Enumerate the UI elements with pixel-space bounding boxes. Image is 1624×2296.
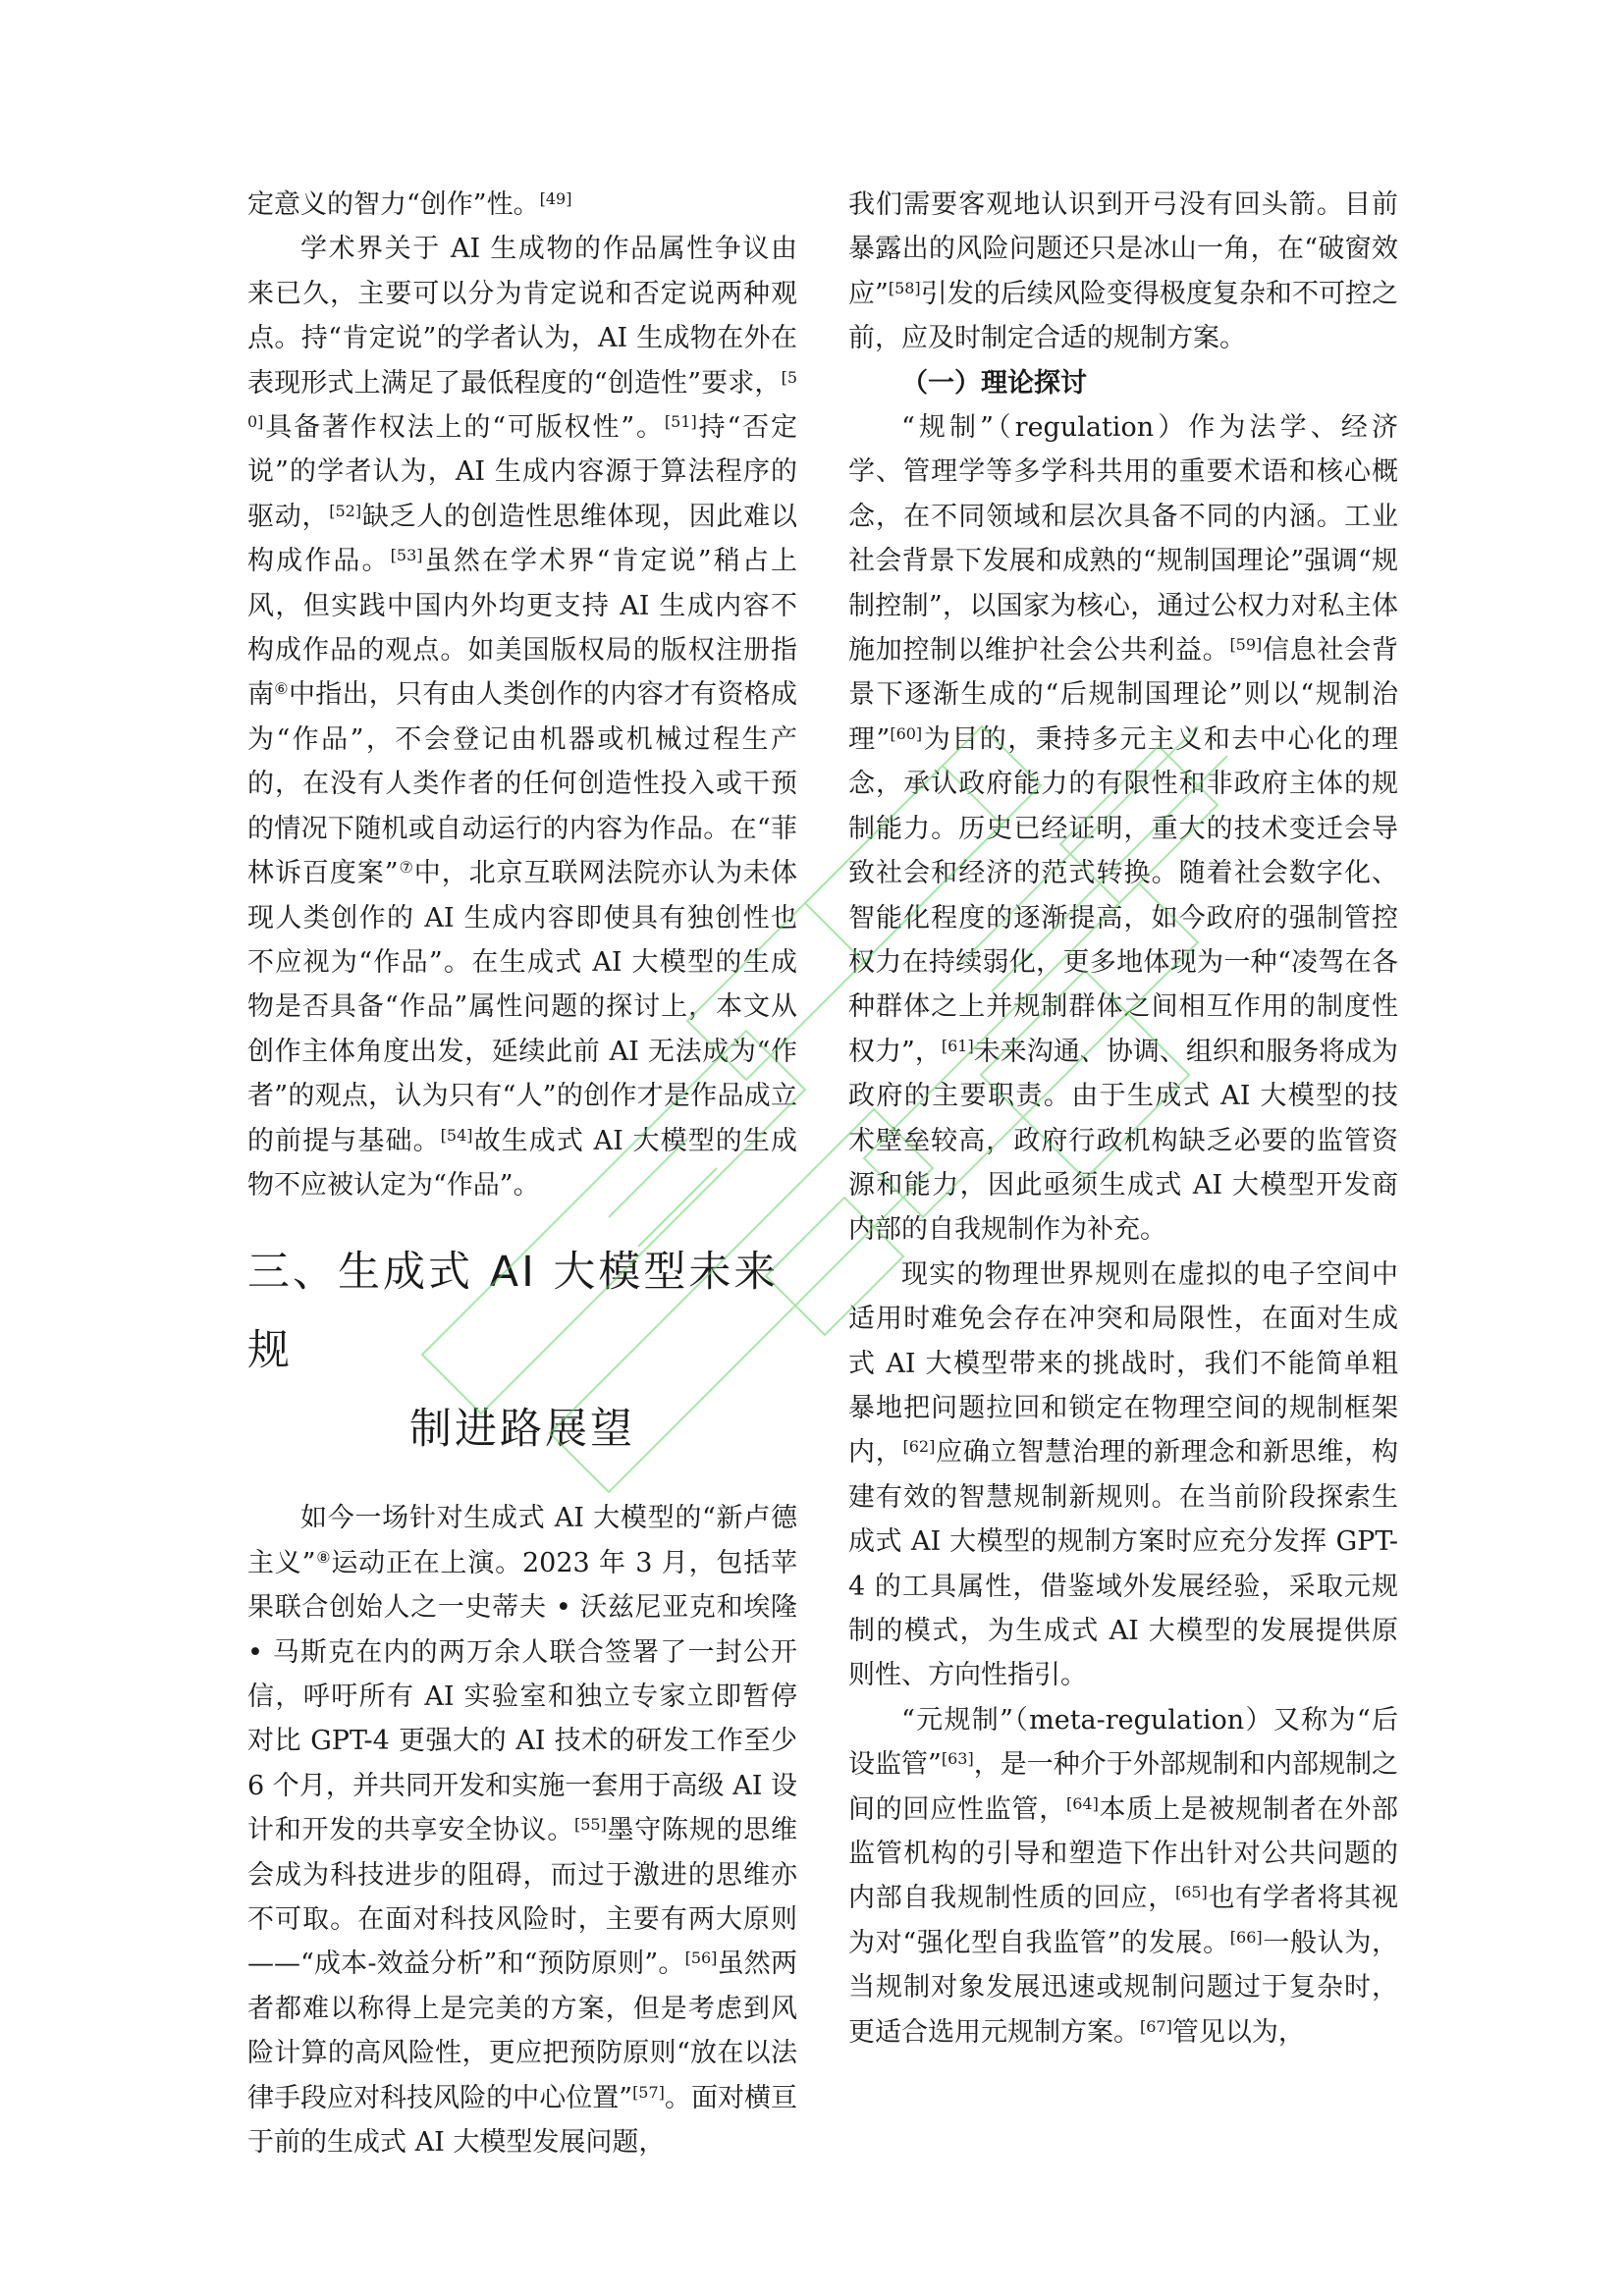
citation[interactable]: [50] xyxy=(247,367,797,432)
citation[interactable]: [58] xyxy=(888,278,921,297)
citation[interactable]: [59] xyxy=(1229,635,1263,655)
paragraph-neo-luddism: 如今一场针对生成式 AI 大模型的“新卢德主义”⑧运动正在上演。2023 年 3 月，包括苹果联合创始人之一史蒂夫 • 沃兹尼亚克和埃隆 • 马斯克在内的两万余人联合签署了一封公开信，呼吁所有 AI 实验室和独立专家立即暂停对比 GPT-4 更强大的 AI 技术的研发工作至少 6 个月，并共同开发和实施一套用于高级 AI 设计和开发的共享安全协议。[55]墨守陈规的思维会成为科技进步的阻碍，而过于激进的思维亦不可取。在面对科技风险时，主要有两大原则——“成本-效益分析”和“预防原则”。[56]虽然两者都难以称得上是完美的方案，但是考虑到风险计算的高风险性，更应把预防原则“放在以法律手段应对科技风险的中心位置”[57]。面对横亘于前的生成式 AI 大模型发展问题， xyxy=(247,1503,798,2159)
citation[interactable]: [65] xyxy=(1174,1883,1208,1902)
section-title xyxy=(247,1233,797,1468)
citation[interactable]: [62] xyxy=(902,1437,936,1457)
citation[interactable]: [64] xyxy=(1065,1793,1099,1813)
citation[interactable]: [51] xyxy=(664,412,697,432)
citation[interactable]: [55] xyxy=(573,1815,607,1835)
paragraph-continuation: 定意义的智力“创作”性。[49] xyxy=(247,189,572,220)
left-column xyxy=(247,183,797,2164)
citation[interactable]: [60] xyxy=(890,723,923,743)
footnote-marker[interactable]: ⑧ xyxy=(315,1547,332,1567)
subsection-heading: （一）理论探讨 xyxy=(901,367,1087,399)
paragraph-continuation: 我们需要客观地认识到开弓没有回头箭。目前暴露出的风险问题还只是冰山一角，在“破窗效应”[58]引发的后续风险变得极度复杂和不可控之前，应及时制定合适的规制方案。 xyxy=(848,189,1398,354)
citation[interactable]: [53] xyxy=(390,546,423,565)
footnote-marker[interactable]: ⑥ xyxy=(274,679,289,699)
paragraph-smart-governance: 现实的物理世界规则在虚拟的电子空间中适用时难免会存在冲突和局限性，在面对生成式 AI 大模型带来的挑战时，我们不能简单粗暴地把问题拉回和锁定在物理空间的规制框架内，[62]应确立智慧治理的新理念和新思维，构建有效的智慧规制新规则。在当前阶段探索生成式 AI 大模型的规制方案时应充分发挥 GPT-4 的工具属性，借鉴域外发展经验，采取元规制的模式，为生成式 AI 大模型的发展提供原则性、方向性指引。 xyxy=(848,1258,1399,1691)
citation[interactable]: [61] xyxy=(941,1036,974,1055)
paragraph-regulation-concept: “规制”（regulation）作为法学、经济学、管理学等多学科共用的重要术语和核心概念，在不同领域和层次具备不同的内涵。工业社会背景下发展和成熟的“规制国理论”强调“规制控制”，以国家为核心，通过公权力对私主体施加控制以维护社会公共利益。[59]信息社会背景下逐渐生成的“后规制国理论”则以“规制治理”[60]为目的，秉持多元主义和去中心化的理念，承认政府能力的有限性和非政府主体的规制能力。历史已经证明，重大的技术变迁会导致社会和经济的范式转换。随着社会数字化、智能化程度的逐渐提高，如今政府的强制管控权力在持续弱化，更多地体现为一种“凌驾在各种群体之上并规制群体之间相互作用的制度性权力”，[61]未来沟通、协调、组织和服务将成为政府的主要职责。由于生成式 AI 大模型的技术壁垒较高，政府行政机构缺乏必要的监管资源和能力，因此亟须生成式 AI 大模型开发商内部的自我规制作为补充。 xyxy=(848,412,1399,1246)
paragraph-meta-regulation: “元规制”（meta-regulation）又称为“后设监管”[63]，是一种介于外部规制和内部规制之间的回应性监管，[64]本质上是被规制者在外部监管机构的引导和塑造下作出针对公共问题的内部自我规制性质的回应，[65]也有学者将其视为对“强化型自我监管”的发展。[66]一般认为，当规制对象发展迅速或规制问题过于复杂时，更适合选用元规制方案。[67]管见以为， xyxy=(848,1704,1399,2048)
citation[interactable]: [66] xyxy=(1229,1927,1263,1947)
citation[interactable]: [63] xyxy=(941,1749,974,1769)
citation[interactable]: [57] xyxy=(632,2082,665,2102)
right-column xyxy=(848,183,1398,2055)
citation[interactable]: [52] xyxy=(329,501,362,520)
section-title-line-2: 制进路展望 xyxy=(409,1405,635,1455)
paragraph-ai-output-debate: 学术界关于 AI 生成物的作品属性争议由来已久，主要可以分为肯定说和否定说两种观点。持“肯定说”的学者认为，AI 生成物在外在表现形式上满足了最低程度的“创造性”要求，[50]具备著作权法上的“可版权性”。[51]持“否定说”的学者认为，AI 生成内容源于算法程序的驱动，[52]缺乏人的创造性思维体现，因此难以构成作品。[53]虽然在学术界“肯定说”稍占上风，但实践中国内外均更支持 AI 生成内容不构成作品的观点。如美国版权局的版权注册指南⑥中指出，只有由人类创作的内容才有资格成为“作品”，不会登记由机器或机械过程生产的，在没有人类作者的任何创造性投入或干预的情况下随机或自动运行的内容为作品。在“菲林诉百度案”⑦中，北京互联网法院亦认为未体现人类创作的 AI 生成内容即使具有独创性也不应视为“作品”。在生成式 AI 大模型的生成物是否具备“作品”属性问题的探讨上，本文从创作主体角度出发，延续此前 AI 无法成为“作者”的观点，认为只有“人”的创作才是作品成立的前提与基础。[54]故生成式 AI 大模型的生成物不应被认定为“作品”。 xyxy=(247,234,798,1201)
citation[interactable]: [56] xyxy=(684,1949,718,1968)
section-title-line-1: 三、生成式 AI 大模型未来规 xyxy=(247,1248,780,1376)
citation[interactable]: [49] xyxy=(539,189,572,208)
footnote-marker[interactable]: ⑦ xyxy=(398,858,414,878)
citation[interactable]: [54] xyxy=(440,1125,473,1145)
citation[interactable]: [67] xyxy=(1140,2016,1172,2036)
